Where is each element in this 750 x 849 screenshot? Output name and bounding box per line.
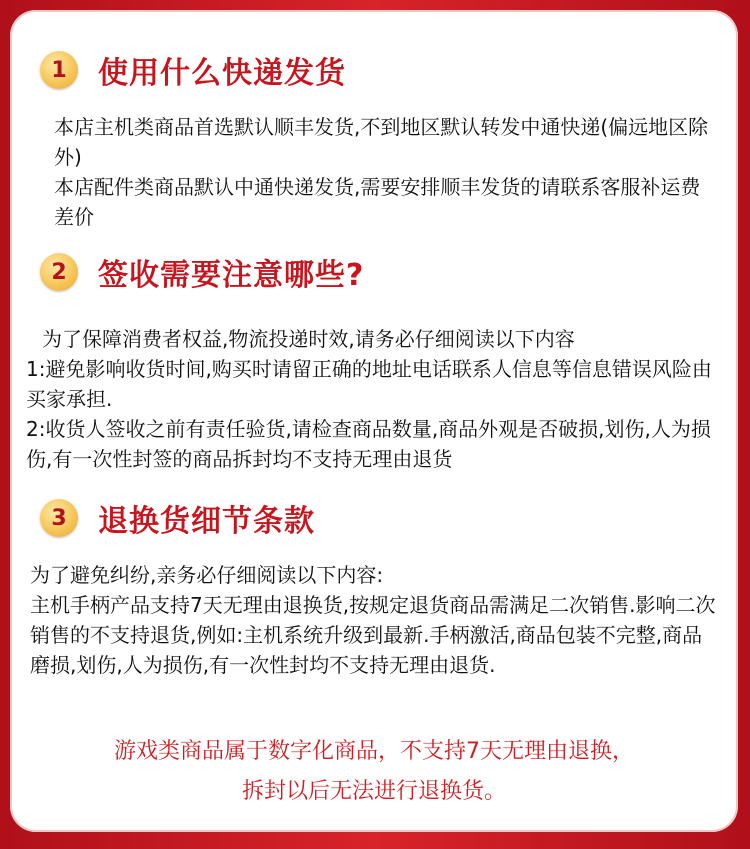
- section-1-line-1: 本店主机类商品首选默认顺丰发货,不到地区默认转发中通快递(偏远地区除外): [54, 115, 709, 169]
- section-2-intro: 为了保障消费者权益,物流投递时效,请务必仔细阅读以下内容: [42, 327, 575, 351]
- section-2-header: [40, 252, 364, 292]
- section-2-title: 签收需要注意哪些?: [98, 258, 365, 293]
- section-1-title: 使用什么快递发货: [98, 56, 346, 91]
- digital-goods-notice: [10, 732, 738, 812]
- section-3-intro: 为了避免纠纷,亲务必仔细阅读以下内容:: [30, 563, 384, 587]
- section-2-body: [26, 324, 716, 474]
- section-1-body: [38, 112, 716, 232]
- section-2-item-2: 2:收货人签收之前有责任验货,请检查商品数量,商品外观是否破损,划伤,人为损伤,有一次性封签的商品拆封均不支持无理由退货: [26, 417, 711, 471]
- section-3-body: [30, 560, 716, 680]
- notice-line-1: 游戏类商品属于数字化商品，不支持7天无理由退换，: [114, 739, 634, 764]
- info-card: [10, 10, 738, 832]
- section-1-number-badge: 1: [40, 51, 78, 89]
- section-3-title: 退换货细节条款: [98, 504, 315, 539]
- section-1-line-2: 本店配件类商品默认中通快递发货,需要安排顺丰发货的请联系客服补运费差价: [54, 175, 701, 229]
- section-2-number-badge: 2: [40, 253, 78, 291]
- section-1-header: [40, 50, 346, 90]
- section-3-number-badge: 3: [40, 499, 78, 537]
- section-3-text: 主机手柄产品支持7天无理由退换货,按规定退货商品需满足二次销售.影响二次销售的不支持退货,例如:主机系统升级到最新.手柄激活,商品包装不完整,商品磨损,划伤,人为损伤,有一次性封均不支持无理由退货.: [30, 593, 716, 677]
- section-3-header: [40, 498, 315, 538]
- notice-line-2: 拆封以后无法进行退换货。: [241, 779, 506, 804]
- section-2-item-1: 1:避免影响收货时间,购买时请留正确的地址电话联系人信息等信息错误风险由买家承担.: [26, 357, 712, 411]
